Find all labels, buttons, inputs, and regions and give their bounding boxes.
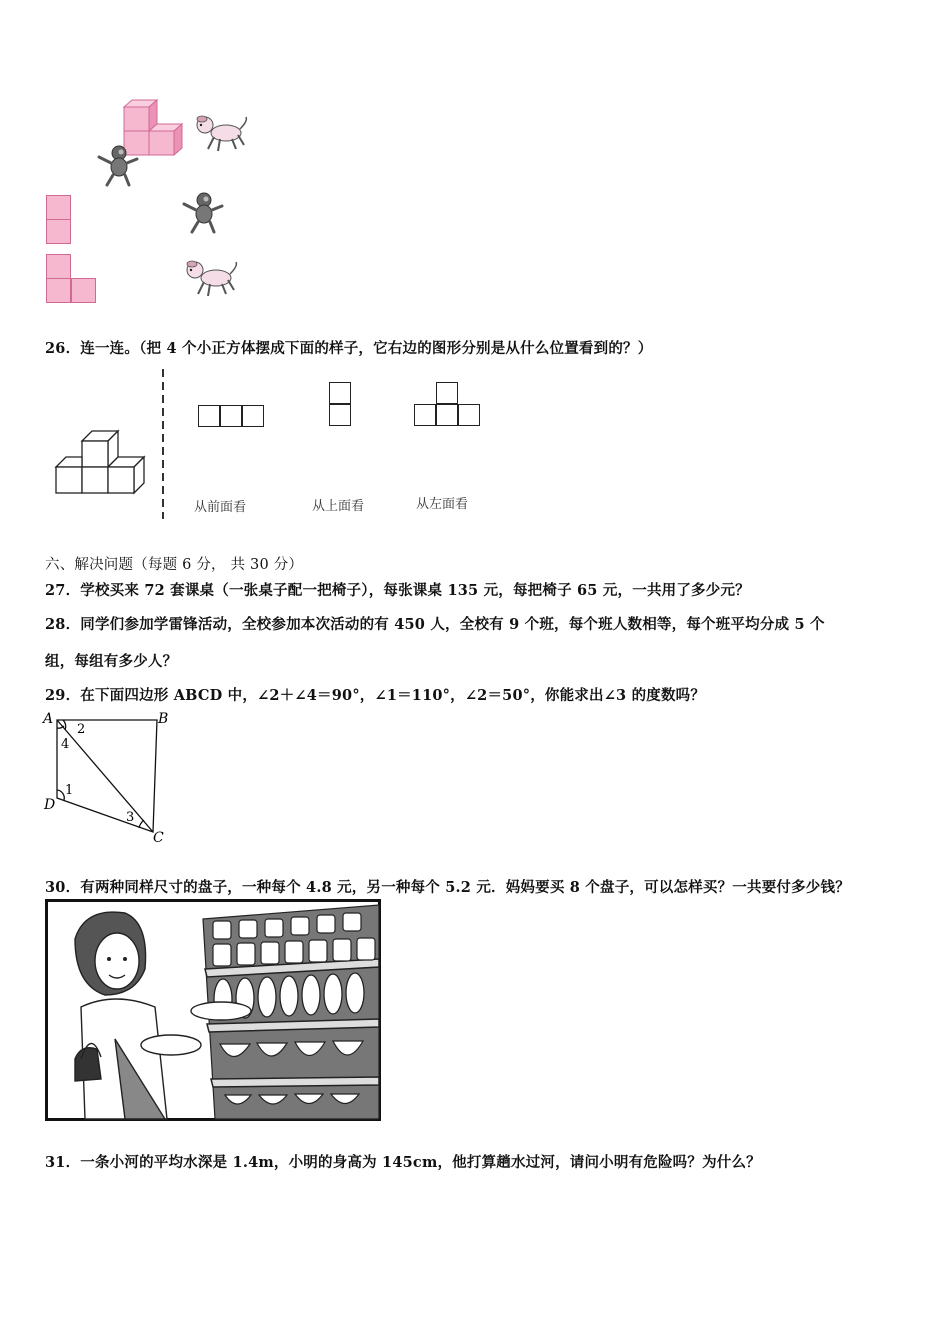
- question-number: 29．: [45, 687, 81, 704]
- question-text: 一条小河的平均水深是 1.4m，小明的身高为 145cm，他打算趟水过河，请问小明有危险吗？为什么？: [80, 1154, 761, 1171]
- question-28: [45, 613, 825, 634]
- view-label-front: 从前面看: [194, 500, 247, 515]
- monkey-icon: [95, 143, 143, 189]
- angle-4-label: 4: [61, 737, 70, 752]
- question-number: 28．: [45, 616, 81, 633]
- question-number: 30．: [45, 879, 81, 896]
- cube-arrangement: [52, 423, 152, 498]
- question-text: 连一连。（把 4 个小正方体摆成下面的样子，它右边的图形分别是从什么位置看到的？）: [80, 340, 653, 357]
- question-text: 有两种同样尺寸的盘子，一种每个 4.8 元，另一种每个 5.2 元．妈妈要买 8 个盘子，可以怎样买？一共要付多少钱？: [80, 879, 850, 896]
- question-text: 学校买来 72 套课桌（一张桌子配一把椅子），每张课桌 135 元，每把椅子 65 元，一共用了多少元？: [80, 582, 750, 599]
- vertex-b: B: [158, 711, 169, 727]
- question-26: [45, 337, 652, 358]
- question-number: 27．: [45, 582, 81, 599]
- vertex-c: C: [153, 830, 164, 846]
- question-number: 31．: [45, 1154, 81, 1171]
- vertex-d: D: [44, 797, 56, 813]
- question-27: [45, 579, 750, 600]
- angle-2-label: 2: [77, 722, 86, 737]
- view-label-left: 从左面看: [416, 497, 469, 512]
- cube-figure-top: [40, 95, 270, 310]
- vertex-a: A: [43, 711, 54, 727]
- dog-icon: [190, 113, 250, 155]
- question-text: 在下面四边形 ABCD 中，∠2＋∠4＝90°，∠1＝110°，∠2＝50°，你能求出∠3 的度数吗？: [80, 687, 706, 704]
- angle-3-label: 3: [126, 810, 135, 825]
- question-28-line2: 组，每组有多少人？: [45, 653, 178, 670]
- section-6-title: 六、解决问题（每题 6 分， 共 30 分）: [45, 557, 304, 573]
- question-text-line1: 同学们参加学雷锋活动，全校参加本次活动的有 450 人，全校有 9 个班，每个班人数相等，每个班平均分成 5 个: [80, 616, 825, 633]
- question-30: [45, 876, 850, 897]
- question-29: [45, 684, 705, 705]
- shopping-plates-illustration: [45, 899, 381, 1121]
- question-number: 26．: [45, 340, 81, 357]
- dog-icon: [180, 258, 240, 300]
- dashed-divider: [160, 369, 166, 519]
- view-label-top: 从上面看: [312, 499, 365, 514]
- question-31: [45, 1151, 761, 1172]
- monkey-icon: [180, 190, 228, 236]
- q26-figure: [40, 365, 510, 525]
- angle-1-label: 1: [65, 783, 74, 798]
- quadrilateral-abcd-figure: [40, 708, 180, 848]
